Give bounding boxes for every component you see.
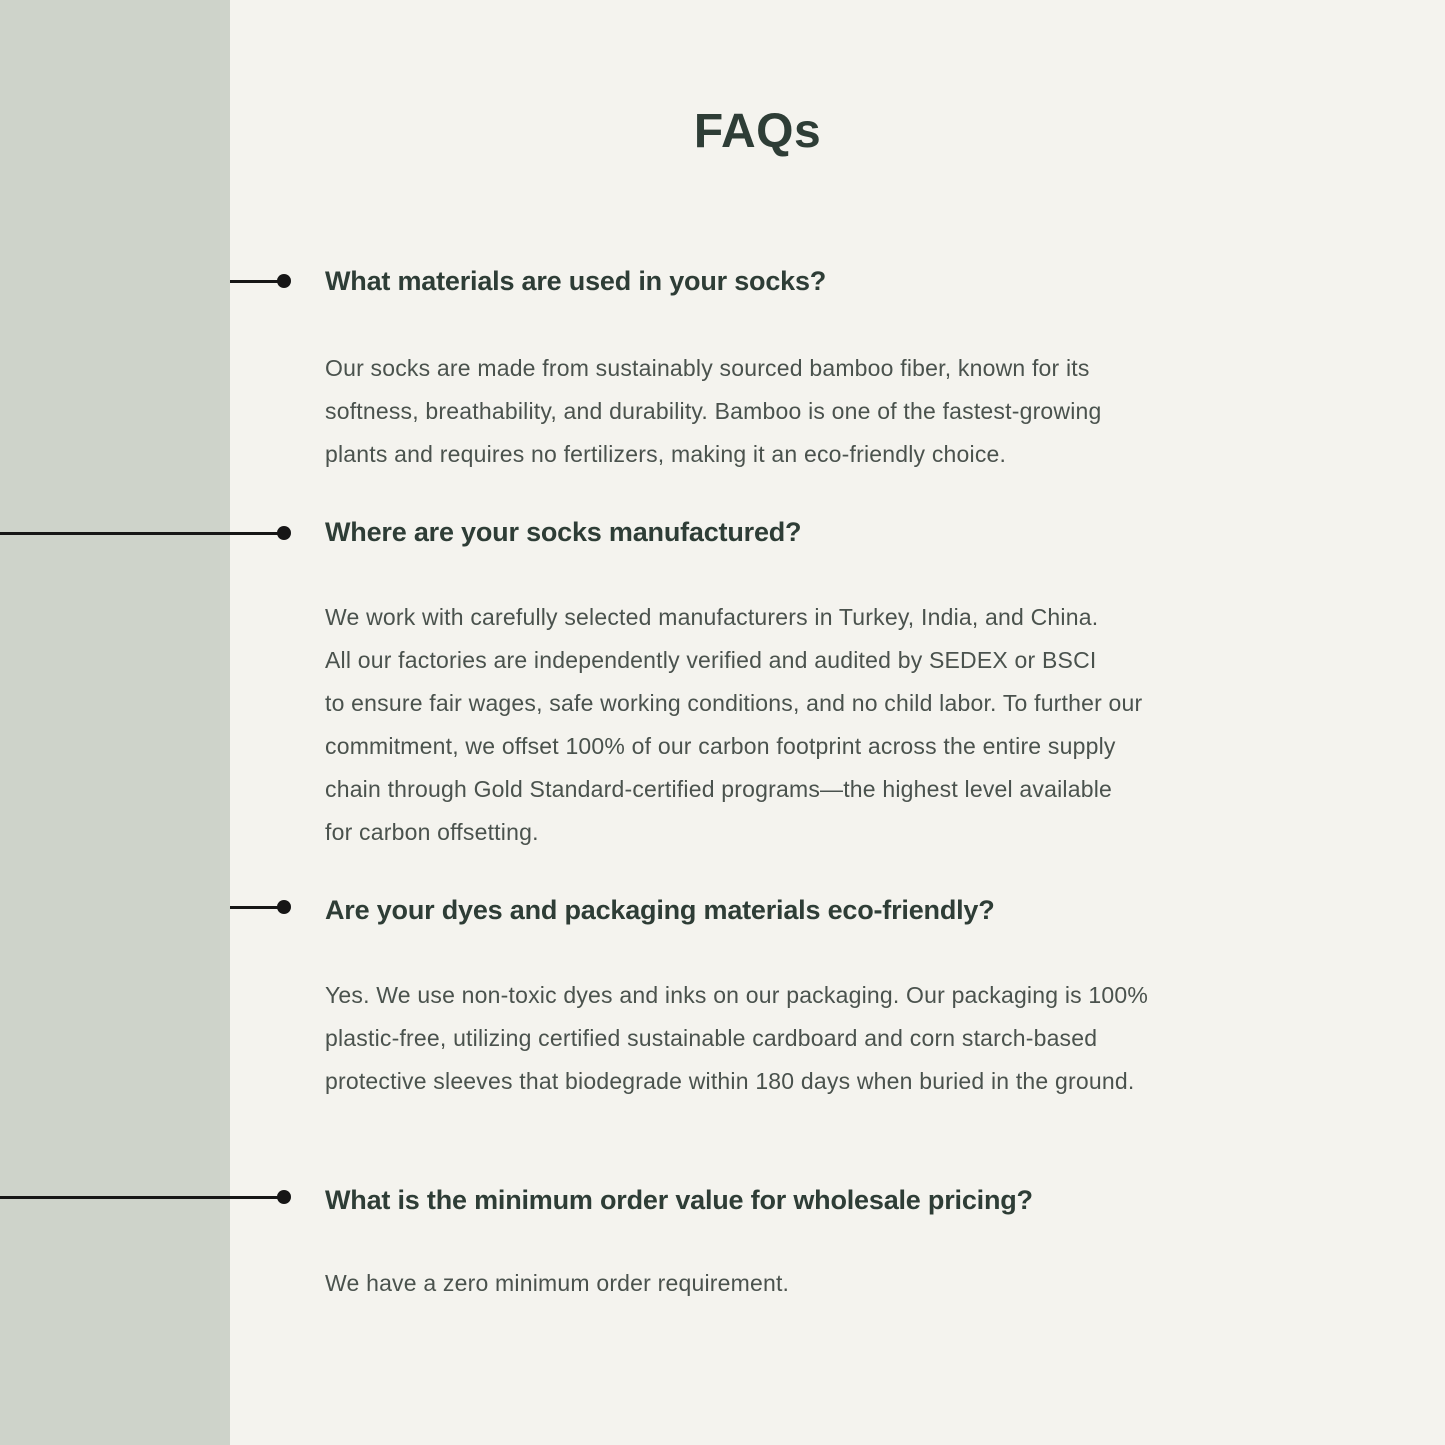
connector-dot	[277, 900, 291, 914]
faq-question-3: Are your dyes and packaging materials eco-friendly?	[325, 895, 995, 925]
connector-line	[230, 906, 284, 909]
answer-line: plants and requires no fertilizers, making it an eco-friendly choice.	[325, 441, 1007, 467]
connector-dot	[277, 1190, 291, 1204]
faq-answer-1	[325, 347, 1102, 476]
connector-line	[0, 1196, 284, 1199]
answer-line: softness, breathability, and durability. Bamboo is one of the fastest-growing	[325, 398, 1102, 424]
answer-line: commitment, we offset 100% of our carbon footprint across the entire supply	[325, 733, 1116, 759]
faq-question-1: What materials are used in your socks?	[325, 266, 827, 296]
answer-line: for carbon offsetting.	[325, 819, 539, 845]
answer-line: chain through Gold Standard-certified programs—the highest level available	[325, 776, 1113, 802]
page-title: FAQs	[693, 105, 822, 158]
faq-answer-2	[325, 596, 1142, 854]
answer-line: We have a zero minimum order requirement.	[325, 1270, 790, 1296]
answer-line: plastic-free, utilizing certified sustainable cardboard and corn starch-based	[325, 1025, 1098, 1051]
faq-answer-4	[325, 1262, 789, 1305]
answer-line: to ensure fair wages, safe working conditions, and no child labor. To further our	[325, 690, 1143, 716]
answer-line: All our factories are independently verified and audited by SEDEX or BSCI	[325, 647, 1097, 673]
connector-dot	[277, 526, 291, 540]
faq-question-2: Where are your socks manufactured?	[325, 517, 802, 547]
answer-line: Our socks are made from sustainably sourced bamboo fiber, known for its	[325, 355, 1090, 381]
answer-line: protective sleeves that biodegrade within 180 days when buried in the ground.	[325, 1068, 1135, 1094]
faq-answer-3	[325, 974, 1148, 1103]
answer-line: We work with carefully selected manufacturers in Turkey, India, and China.	[325, 604, 1099, 630]
connector-line	[0, 532, 284, 535]
connector-line	[230, 280, 284, 283]
faq-question-4: What is the minimum order value for wholesale pricing?	[325, 1185, 1033, 1215]
sidebar-accent-bar	[0, 0, 230, 1445]
answer-line: Yes. We use non-toxic dyes and inks on our packaging. Our packaging is 100%	[325, 982, 1149, 1008]
connector-dot	[277, 274, 291, 288]
